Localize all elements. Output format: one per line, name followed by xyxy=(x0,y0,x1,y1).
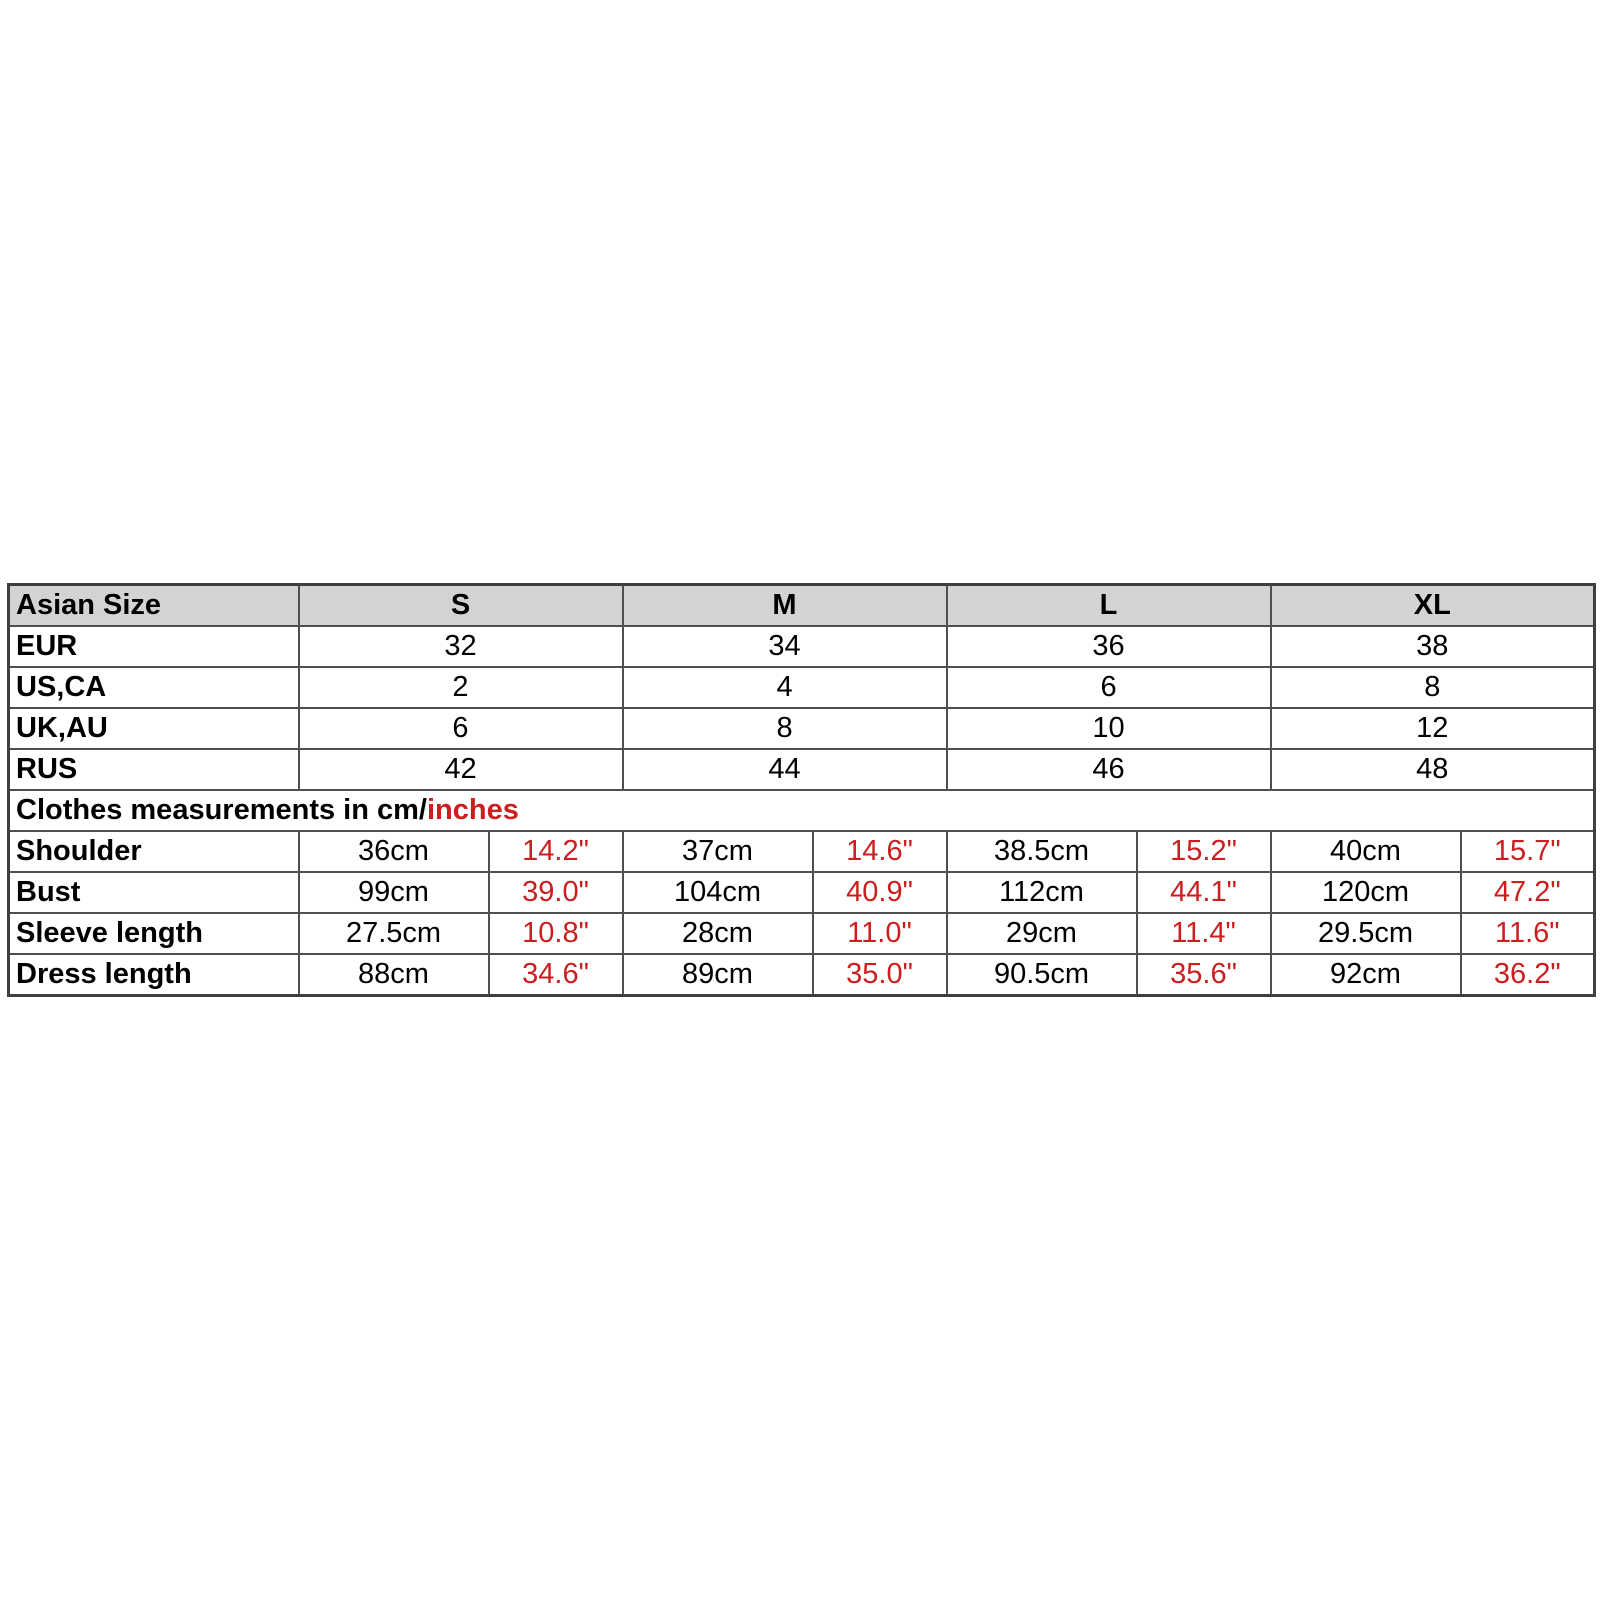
row-label: EUR xyxy=(9,626,299,667)
inch-value: 11.4" xyxy=(1137,913,1271,954)
row-label: Dress length xyxy=(9,954,299,996)
cm-value: 99cm xyxy=(299,872,489,913)
section-title-row xyxy=(9,790,1595,831)
cm-value: 37cm xyxy=(623,831,813,872)
row-label: Shoulder xyxy=(9,831,299,872)
cm-value: 92cm xyxy=(1271,954,1461,996)
size-value: 8 xyxy=(623,708,947,749)
table-row-dress-length xyxy=(9,954,1595,996)
row-label: UK,AU xyxy=(9,708,299,749)
cm-value: 89cm xyxy=(623,954,813,996)
inch-value: 40.9" xyxy=(813,872,947,913)
table-row-eur xyxy=(9,626,1595,667)
row-label: Sleeve length xyxy=(9,913,299,954)
cm-value: 36cm xyxy=(299,831,489,872)
inch-value: 10.8" xyxy=(489,913,623,954)
size-value: 8 xyxy=(1271,667,1595,708)
cm-value: 29.5cm xyxy=(1271,913,1461,954)
size-value: 42 xyxy=(299,749,623,790)
inch-value: 14.6" xyxy=(813,831,947,872)
row-label: US,CA xyxy=(9,667,299,708)
cm-value: 38.5cm xyxy=(947,831,1137,872)
size-value: 34 xyxy=(623,626,947,667)
header-size-s: S xyxy=(299,585,623,627)
size-value: 12 xyxy=(1271,708,1595,749)
header-size-l: L xyxy=(947,585,1271,627)
cm-value: 120cm xyxy=(1271,872,1461,913)
size-value: 48 xyxy=(1271,749,1595,790)
cm-value: 88cm xyxy=(299,954,489,996)
section-title-black: Clothes measurements in cm/ xyxy=(16,794,427,826)
inch-value: 44.1" xyxy=(1137,872,1271,913)
cm-value: 29cm xyxy=(947,913,1137,954)
table-row-rus xyxy=(9,749,1595,790)
row-label: RUS xyxy=(9,749,299,790)
inch-value: 14.2" xyxy=(489,831,623,872)
size-value: 36 xyxy=(947,626,1271,667)
cm-value: 90.5cm xyxy=(947,954,1137,996)
table-row-uk-au xyxy=(9,708,1595,749)
header-label: Asian Size xyxy=(9,585,299,627)
size-value: 6 xyxy=(299,708,623,749)
size-chart-table xyxy=(7,583,1596,997)
inch-value: 11.6" xyxy=(1461,913,1595,954)
inch-value: 15.7" xyxy=(1461,831,1595,872)
cm-value: 27.5cm xyxy=(299,913,489,954)
section-title-cell xyxy=(9,790,1595,831)
size-chart xyxy=(7,583,1593,997)
size-value: 2 xyxy=(299,667,623,708)
inch-value: 36.2" xyxy=(1461,954,1595,996)
cm-value: 28cm xyxy=(623,913,813,954)
section-title-red: inches xyxy=(426,794,519,826)
size-value: 44 xyxy=(623,749,947,790)
table-header-row xyxy=(9,585,1595,627)
header-size-xl: XL xyxy=(1271,585,1595,627)
size-value: 6 xyxy=(947,667,1271,708)
size-value: 10 xyxy=(947,708,1271,749)
cm-value: 112cm xyxy=(947,872,1137,913)
size-value: 32 xyxy=(299,626,623,667)
header-size-m: M xyxy=(623,585,947,627)
size-value: 4 xyxy=(623,667,947,708)
row-label: Bust xyxy=(9,872,299,913)
inch-value: 15.2" xyxy=(1137,831,1271,872)
size-value: 46 xyxy=(947,749,1271,790)
table-row-shoulder xyxy=(9,831,1595,872)
cm-value: 104cm xyxy=(623,872,813,913)
table-row-sleeve-length xyxy=(9,913,1595,954)
inch-value: 34.6" xyxy=(489,954,623,996)
inch-value: 39.0" xyxy=(489,872,623,913)
inch-value: 35.0" xyxy=(813,954,947,996)
inch-value: 47.2" xyxy=(1461,872,1595,913)
cm-value: 40cm xyxy=(1271,831,1461,872)
table-row-bust xyxy=(9,872,1595,913)
inch-value: 11.0" xyxy=(813,913,947,954)
inch-value: 35.6" xyxy=(1137,954,1271,996)
table-row-us-ca xyxy=(9,667,1595,708)
size-value: 38 xyxy=(1271,626,1595,667)
